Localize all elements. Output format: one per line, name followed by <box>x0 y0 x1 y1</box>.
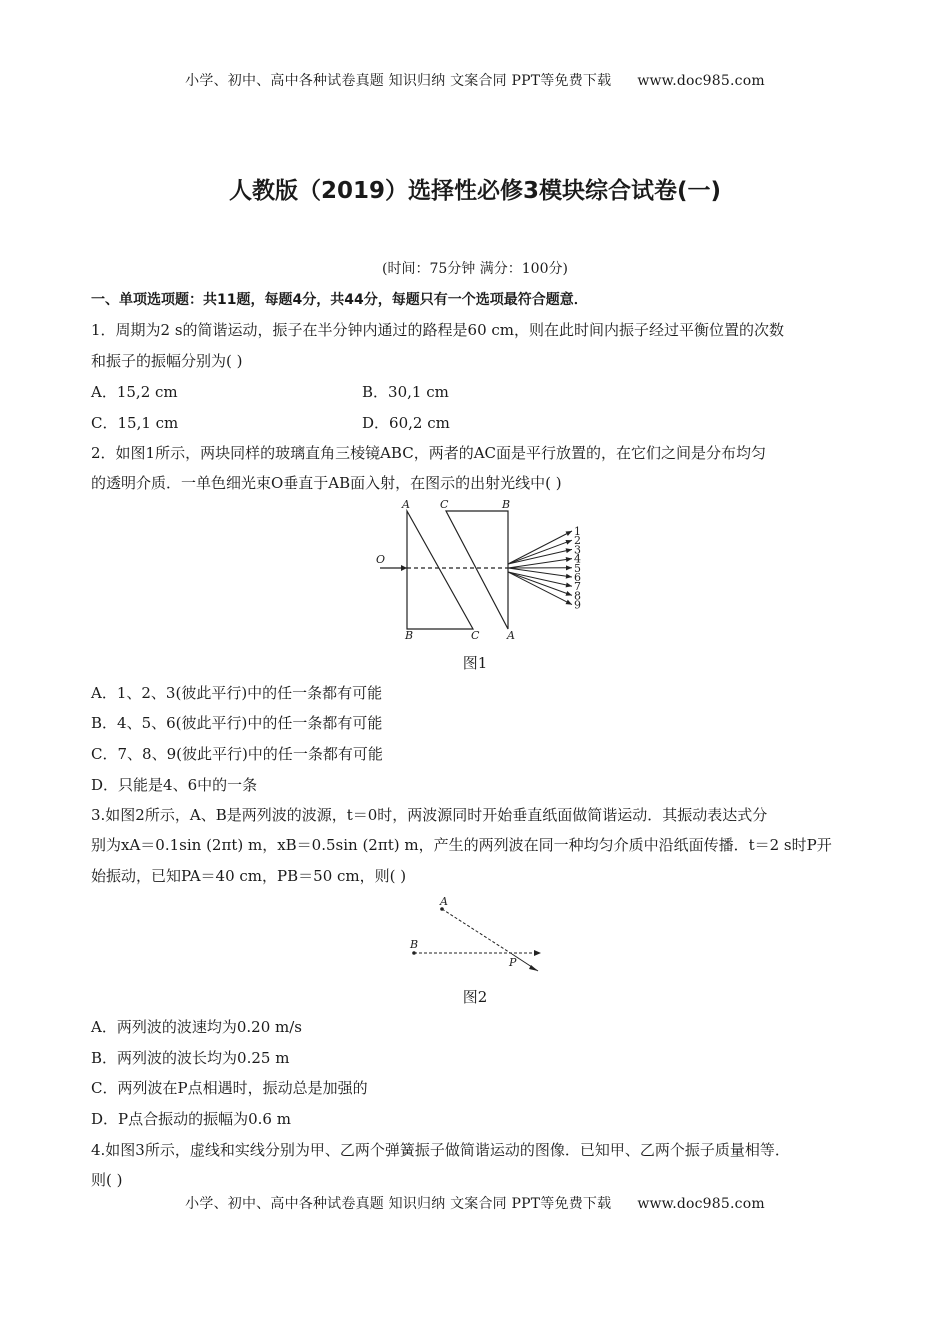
q2-option-d: D．只能是4、6中的一条 <box>91 776 258 794</box>
figure-2-caption: 图2 <box>462 988 488 1006</box>
fig1-label-c1: C <box>440 498 449 511</box>
q2-option-b: B．4、5、6(彼此平行)中的任一条都有可能 <box>91 714 383 732</box>
fig1-label-c2: C <box>471 629 480 642</box>
emergent-ray-arrow-2 <box>566 540 572 545</box>
header-site: www.doc985.com <box>637 73 765 89</box>
q2-line1: 2．如图1所示，两块同样的玻璃直角三棱镜ABC，两者的AC面是平行放置的，在它们之间是分布均匀 <box>91 444 767 462</box>
exam-meta: (时间：75分钟 满分：100分) <box>382 261 568 277</box>
emergent-ray-arrow-4 <box>566 557 572 562</box>
q4-line1: 4.如图3所示，虚线和实线分别为甲、乙两个弹簧振子做简谐运动的图像．已知甲、乙两个振子质量相等． <box>91 1141 790 1159</box>
ray-label-9: 9 <box>574 598 581 612</box>
q4-line2: 则( ) <box>91 1171 123 1189</box>
q3-option-a: A．两列波的波速均为0.20 m/s <box>91 1018 302 1036</box>
ray-label-4: 4 <box>574 552 581 566</box>
fig2-label-p: P <box>509 956 517 969</box>
header-text: 小学、初中、高中各种试卷真题 知识归纳 文案合同 PPT等免费下载 <box>185 73 612 89</box>
figure-2-wave-sources <box>400 892 550 972</box>
emergent-ray-1 <box>508 531 572 564</box>
q3-line1: 3.如图2所示，A、B是两列波的波源，t＝0时，两波源同时开始垂直纸面做简谐运动．其振动表达式分 <box>91 806 768 824</box>
ray-label-2: 2 <box>574 534 581 548</box>
ray-label-7: 7 <box>574 580 581 594</box>
q3-line3: 始振动，已知PA＝40 cm，PB＝50 cm，则( ) <box>91 867 407 885</box>
q1-option-d: D．60,2 cm <box>362 414 450 432</box>
ray-label-3: 3 <box>574 543 581 557</box>
q1-line2: 和振子的振幅分别为( ) <box>91 352 243 370</box>
q3-option-b: B．两列波的波长均为0.25 m <box>91 1049 290 1067</box>
fig1-label-a2: A <box>507 629 515 642</box>
q1-option-a: A．15,2 cm <box>91 383 178 401</box>
ray-label-1: 1 <box>574 525 581 538</box>
fig2-label-b: B <box>410 938 419 951</box>
emergent-ray-9 <box>508 572 572 605</box>
q2-option-c: C．7、8、9(彼此平行)中的任一条都有可能 <box>91 745 383 763</box>
fig1-label-a1: A <box>402 498 410 511</box>
q3-line2: 别为xA＝0.1sin (2πt) m，xB＝0.5sin (2πt) m，产生的两列波在同一种均匀介质中沿纸面传播．t＝2 s时P开 <box>91 836 832 854</box>
line-a-to-p <box>442 909 512 954</box>
page-header <box>0 70 950 90</box>
fig2-label-a: A <box>440 895 448 908</box>
figure-1-prism-diagram <box>360 495 600 645</box>
q1-line1: 1．周期为2 s的简谐运动，振子在半分钟内通过的路程是60 cm，则在此时间内振子经过平衡位置的次数 <box>91 321 785 339</box>
fig1-label-o: O <box>376 553 386 566</box>
emergent-ray-arrow-6 <box>566 574 572 579</box>
emergent-ray-arrow-7 <box>566 582 572 587</box>
ray-label-6: 6 <box>574 571 581 584</box>
section-heading: 一、单项选项题：共11题，每题4分，共44分，每题只有一个选项最符合题意． <box>91 292 588 308</box>
q1-option-b: B．30,1 cm <box>362 383 449 401</box>
q3-option-c: C．两列波在P点相遇时，振动总是加强的 <box>91 1079 368 1097</box>
footer-site: www.doc985.com <box>637 1196 765 1212</box>
source-b-dot <box>412 951 416 955</box>
arrow-b <box>534 950 541 956</box>
incident-arrow <box>401 565 407 571</box>
ray-label-8: 8 <box>574 589 581 603</box>
page-title: 人教版（2019）选择性必修3模块综合试卷(一) <box>228 178 722 204</box>
prism-right <box>446 511 508 629</box>
ray-label-5: 5 <box>574 561 581 575</box>
q2-line2: 的透明介质．一单色细光束O垂直于AB面入射，在图示的出射光线中( ) <box>91 474 562 492</box>
fig1-label-b2: B <box>405 629 414 642</box>
page-footer <box>0 1193 950 1213</box>
emergent-ray-arrow-3 <box>566 548 572 553</box>
fig1-label-b1: B <box>502 498 511 511</box>
q3-option-d: D．P点合振动的振幅为0.6 m <box>91 1110 291 1128</box>
emergent-ray-arrow-5 <box>566 565 572 570</box>
footer-text: 小学、初中、高中各种试卷真题 知识归纳 文案合同 PPT等免费下载 <box>185 1196 612 1212</box>
q2-option-a: A．1、2、3(彼此平行)中的任一条都有可能 <box>91 684 383 702</box>
figure-1-caption: 图1 <box>462 654 488 672</box>
q1-option-c: C．15,1 cm <box>91 414 179 432</box>
emergent-ray-arrow-8 <box>566 591 572 596</box>
prism-left <box>407 511 473 629</box>
